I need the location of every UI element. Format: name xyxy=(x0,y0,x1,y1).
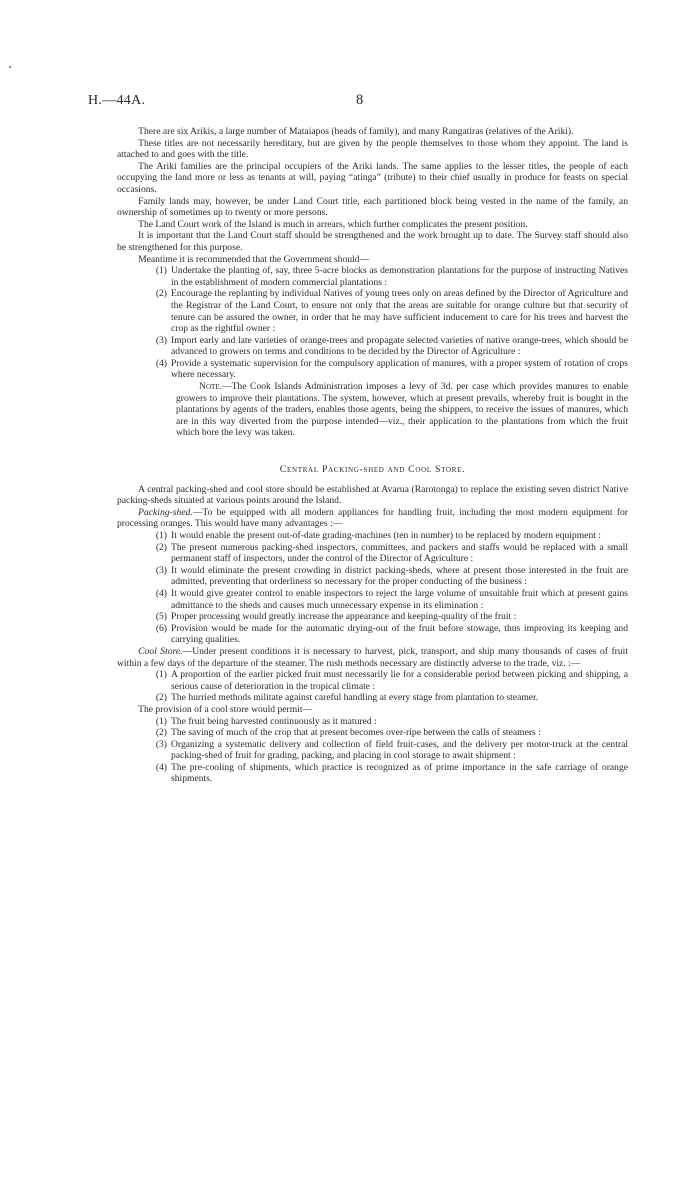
scan-speck xyxy=(9,66,11,68)
section-heading: Central Packing-shed and Cool Store. xyxy=(279,464,466,476)
item-text: A proportion of the earlier picked fruit must necessarily lie for a considerable period between picking and shipping, a serious cause of deterioration in the tropical climate : xyxy=(171,669,628,692)
item-text: The hurried methods militate against careful handling at every stage from plantation to steamer. xyxy=(171,692,539,704)
paragraph: The Land Court work of the Island is much in arrears, which further complicates the present position. xyxy=(138,218,528,230)
item-number: (1) xyxy=(155,265,167,277)
paragraph: Meantime it is recommended that the Government should— xyxy=(138,253,370,265)
item-text: It would give greater control to enable inspectors to reject the large volume of unsuitable fruit which at present gains admittance to the sheds and causes much unnecessary expense in its elimination : xyxy=(171,587,628,611)
item-text: Provision would be made for the automatic drying-out of the fruit before stowage, thus improving its keeping and carrying qualities. xyxy=(171,622,628,646)
list-item xyxy=(117,669,628,692)
page-number: 8 xyxy=(356,92,364,108)
paragraph: It is important that the Land Court staff should be strengthened and the work brought up to date. The Survey staff should also be strengthened for this purpose. xyxy=(117,230,628,253)
list-item xyxy=(117,623,628,646)
note-text: —The Cook Islands Administration imposes a levy of 3d. per case which provides manures to enable growers to improve their plantations. The system, however, which at present prevails, whereby fruit is bought in the plantations by agents of the traders, enables those agents, being the shippers, to receive the issues of manures, which are in this way diverted from the purpose intended—viz., their application to the plantations from which the fruit which bore the levy was taken. xyxy=(176,381,628,439)
paragraph: A central packing-shed and cool store should be established at Avarua (Rarotonga) to replace the existing seven district Native packing-sheds situated at various points around the Island. xyxy=(117,483,628,507)
item-number: (1) xyxy=(155,530,167,541)
list-item xyxy=(117,762,628,785)
list-item xyxy=(117,358,628,381)
list-item xyxy=(117,739,628,762)
item-text: Encourage the replanting by individual Natives of young trees only on areas defined by the Director of Agriculture and the Registrar of the Land Court, to ensure not only that the areas are suitable for orange culture but that security of tenure can be assured the owner, in order that he may have sufficient inducement to care for his trees and harvest the crop as the rightful owner : xyxy=(171,288,628,335)
packing-shed-label: Packing-shed. xyxy=(138,506,193,518)
cool-store-text: —Under present conditions it is necessary to harvest, pick, transport, and ship many thousands of cases of fruit within a few days of the departure of the steamer. The rush methods necessary are distinctly adverse to the trade, viz. :— xyxy=(117,645,628,669)
note-paragraph xyxy=(176,381,628,439)
item-number: (3) xyxy=(155,738,167,750)
item-number: (2) xyxy=(155,727,167,739)
item-number: (1) xyxy=(155,669,167,681)
item-text: It would eliminate the present crowding in district packing-sheds, where at present those interested in the fruit are admitted, preventing that orderliness so necessary for the proper conducting of the business : xyxy=(171,564,628,588)
packing-shed-text: —To be equipped with all modern appliances for handling fruit, including the most modern equipment for processing oranges. This would have many advantages :— xyxy=(117,506,628,530)
list-item xyxy=(117,288,628,334)
item-text: Organizing a systematic delivery and collection of field fruit-cases, and the delivery per motor-truck at the central packing-shed of fruit for grading, packing, and placing in cool storage to await shipment : xyxy=(171,738,628,762)
list-item xyxy=(117,611,628,623)
cool-store-label: Cool Store. xyxy=(138,645,183,657)
list-item xyxy=(117,265,628,288)
adverse-list xyxy=(117,669,628,704)
recommendations-list xyxy=(117,265,628,381)
note-label: Note. xyxy=(199,381,222,393)
item-number: (1) xyxy=(155,715,167,727)
permits-list xyxy=(117,716,628,786)
item-text: Proper processing would greatly increase the appearance and keeping-quality of the fruit : xyxy=(171,611,517,623)
item-text: Provide a systematic supervision for the compulsory application of manures, with a proper system of rotation of crops where necessary. xyxy=(171,357,628,381)
item-number: (2) xyxy=(155,288,167,300)
list-item xyxy=(117,530,628,542)
document-reference: H.—44A. xyxy=(88,93,146,108)
paragraph: The provision of a cool store would permit— xyxy=(138,703,313,715)
list-item xyxy=(117,692,628,704)
item-number: (5) xyxy=(155,611,167,623)
item-text: Import early and late varieties of orange-trees and propagate selected varieties of native orange-trees, which should be advanced to growers on terms and conditions to be decided by the Director of Agriculture : xyxy=(171,334,628,358)
item-number: (3) xyxy=(155,564,167,576)
list-item xyxy=(117,716,628,728)
item-text: It would enable the present out-of-date grading-machines (ten in number) to be replaced by modern equipment : xyxy=(171,530,601,541)
item-number: (3) xyxy=(155,334,167,346)
item-number: (6) xyxy=(155,622,167,634)
list-item xyxy=(117,542,628,565)
item-text: The saving of much of the crop that at present becomes over-ripe between the calls of steamers : xyxy=(171,727,541,739)
paragraph: There are six Arikis, a large number of Mataiapos (heads of family), and many Rangatiras (relatives of the Ariki). xyxy=(138,126,574,137)
list-item xyxy=(117,335,628,358)
paragraph: These titles are not necessarily hereditary, but are given by the people themselves to those whom they appoint. The land is attached to and goes with the title. xyxy=(117,137,628,161)
list-item xyxy=(117,565,628,588)
paragraph: The Ariki families are the principal occupiers of the Ariki lands. The same applies to the lesser titles, the people of each occupying the land more or less as tenants at will, paying “atinga” (tribute) to their chief usually in produce for feasts on special occasions. xyxy=(117,160,628,195)
advantages-list xyxy=(117,530,628,646)
paragraph xyxy=(117,507,628,530)
item-text: Undertake the planting of, say, three 5-acre blocks as demonstration plantations for the purpose of instructing Natives in the establishment of modern commercial plantations : xyxy=(171,265,628,288)
item-number: (4) xyxy=(155,761,167,773)
paragraph: Family lands may, however, be under Land Court title, each partitioned block being vested in the name of the family, an ownership of sometimes up to twenty or more persons. xyxy=(117,195,628,219)
item-text: The pre-cooling of shipments, which practice is recognized as of prime importance in the safe carriage of orange shipments. xyxy=(171,761,628,785)
item-number: (4) xyxy=(155,357,167,369)
list-item xyxy=(117,588,628,611)
item-number: (2) xyxy=(155,692,167,704)
paragraph xyxy=(117,646,628,669)
document-body xyxy=(117,126,628,785)
list-item xyxy=(117,727,628,739)
item-number: (4) xyxy=(155,587,167,599)
item-number: (2) xyxy=(155,541,167,553)
item-text: The present numerous packing-shed inspectors, committees, and packers and staffs would be replaced with a small permanent staff of inspectors, under the control of the Director of Agriculture : xyxy=(171,541,628,565)
item-text: The fruit being harvested continuously as it matured : xyxy=(171,715,377,727)
